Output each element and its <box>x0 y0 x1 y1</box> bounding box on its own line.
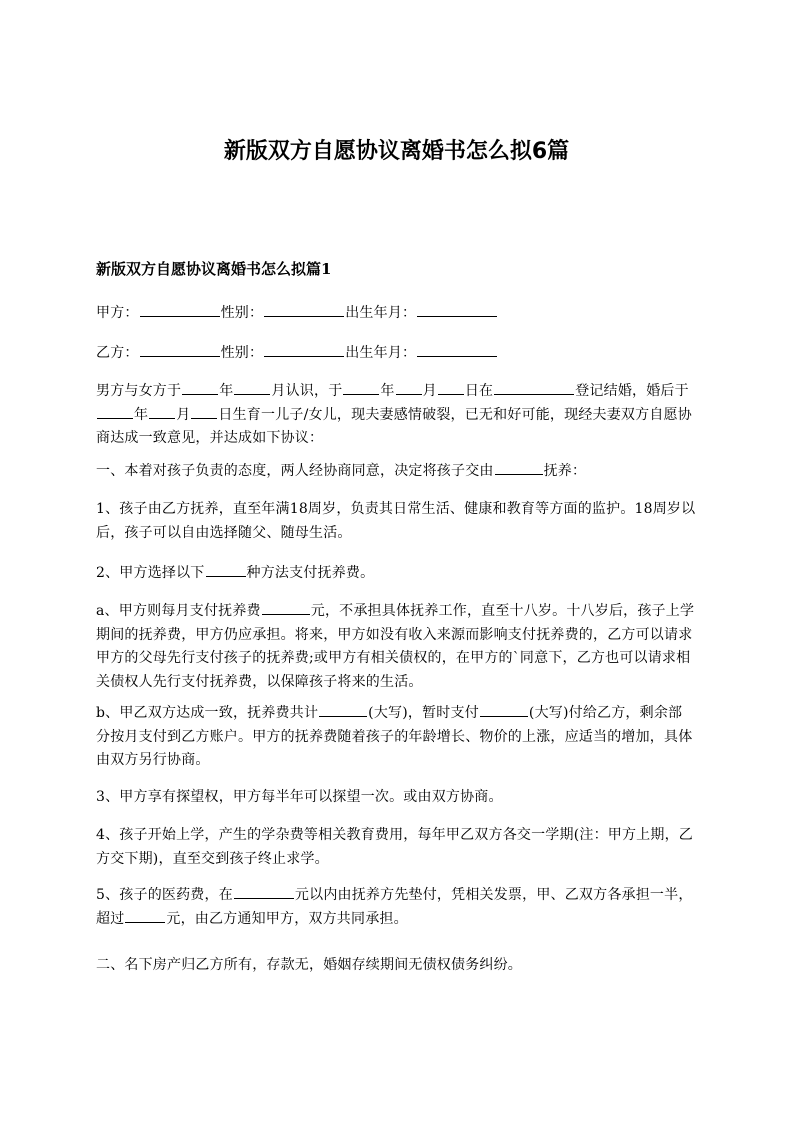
party-b-line: 乙方： 性别： 出生年月： <box>96 342 696 366</box>
item-5: 5、孩子的医药费，在 元以内由抚养方先垫付，凭相关发票，甲、乙双方各承担一半，超过 元，由乙方通知甲方，双方共同承担。 <box>96 884 696 931</box>
clause-2: 二、名下房产归乙方所有，存款无，婚姻存续期间无债权债务纠纷。 <box>96 957 522 973</box>
section-heading: 新版双方自愿协议离婚书怎么拟篇1 <box>96 260 332 278</box>
item-3: 3、甲方享有探望权，甲方每半年可以探望一次。或由双方协商。 <box>96 789 503 805</box>
party-a-gender-blank <box>264 302 344 317</box>
party-a-name-blank <box>140 302 220 317</box>
clause-1: 一、本着对孩子负责的态度，两人经协商同意，决定将孩子交由 抚养： <box>96 460 696 484</box>
item-4: 4、孩子开始上学，产生的学杂费等相关教育费用，每年甲乙双方各交一学期(注：甲方上期，乙方交下期)，直至交到孩子终止求学。 <box>96 827 693 867</box>
party-b-gender-blank <box>264 342 344 357</box>
party-b-name-blank <box>140 342 220 357</box>
party-a-line: 甲方： 性别： 出生年月： <box>96 302 696 326</box>
item-a: a、甲方则每月支付抚养费 元，不承担具体抚养工作，直至十八岁。十八岁后，孩子上学期间的抚养费，甲方仍应承担。将来，甲方如没有收入来源而影响支付抚养费的，乙方可以请求甲方的父母先行支付孩子的抚养费;或甲方有相关债权的，在甲方的`同意下，乙方也可以请求相关债权人先行支付抚养费，以保障孩子将来的生活。 <box>96 600 696 694</box>
item-1: 1、孩子由乙方抚养，直至年满18周岁，负责其日常生活、健康和教育等方面的监护。18周岁以后，孩子可以自由选择随父、随母生活。 <box>96 501 696 541</box>
document-title: 新版双方自愿协议离婚书怎么拟6篇 <box>223 139 570 164</box>
party-b-birth-blank <box>417 342 497 357</box>
party-a-birth-blank <box>417 302 497 317</box>
item-2: 2、甲方选择以下 种方法支付抚养费。 <box>96 562 696 586</box>
intro-paragraph: 男方与女方于 年 月认识，于 年 月 日在 登记结婚，婚后于年 月 日生育一儿子/女儿，现夫妻感情破裂，已无和好可能，现经夫妻双方自愿协商达成一致意见，并达成如下协议： <box>96 380 696 451</box>
item-b: b、甲乙双方达成一致，抚养费共计 (大写)，暂时支付 (大写)付给乙方，剩余部分按月支付到乙方账户。甲方的抚养费随着孩子的年龄增长、物价的上涨，应适当的增加，具体由双方另行协商。 <box>96 702 696 773</box>
